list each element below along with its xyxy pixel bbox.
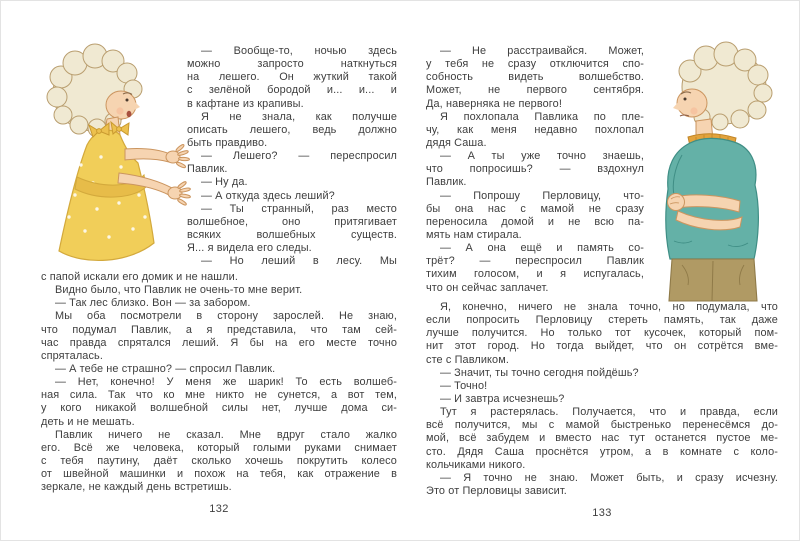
text-line: что подумал Павлик, а я представила, что там сей- bbox=[41, 323, 397, 336]
text-line: Павлик. bbox=[187, 163, 228, 176]
text-line: чу, как меня недавно похлопал bbox=[426, 123, 644, 136]
text-line: Павлик ничего не сказал. Мне вдруг стало жалко bbox=[55, 428, 397, 441]
text-line: что попросишь? — вздохнул bbox=[426, 163, 644, 176]
text-line: Видно было, что Павлик не очень-то мне верит. bbox=[55, 284, 303, 297]
text-line: — Ты странный, раз место bbox=[201, 202, 397, 215]
text-line: всё получится, мы с мамой быстренько перенесёмся до- bbox=[426, 419, 778, 432]
text-line: Я похлопала Павлика по пле- bbox=[440, 110, 644, 123]
text-line: Я... я видела его следы. bbox=[187, 242, 312, 255]
text-line: быть правдиво. bbox=[187, 136, 268, 149]
text-line: — Ну да. bbox=[201, 176, 248, 189]
right-top-section bbox=[426, 45, 778, 301]
page-number-right: 133 bbox=[592, 507, 612, 520]
text-line: сто. Дядя Саша проснётся утром, а в комнате с коло- bbox=[426, 445, 778, 458]
text-line: переносила домой и не всю па- bbox=[426, 215, 644, 228]
text-line: — Вообще-то, ночью здесь bbox=[201, 45, 397, 57]
text-line: мять нам стирала. bbox=[426, 228, 522, 241]
text-line: сте с Павликом. bbox=[426, 353, 509, 366]
girl-illustration-svg bbox=[41, 45, 187, 271]
text-line: тихим голосом, и я испугалась, bbox=[426, 268, 644, 281]
text-line: — Лешего? — переспросил bbox=[201, 150, 397, 163]
boy-illustration bbox=[644, 45, 778, 301]
text-line: — А ты уже точно знаешь, bbox=[440, 150, 644, 163]
text-line: зеркале, не каждый день встретишь. bbox=[41, 481, 232, 494]
page-right bbox=[426, 45, 778, 519]
text-line: всяких волшебных существ. bbox=[187, 228, 397, 241]
text-line: если попросить Перловицу стереть память, так даже bbox=[426, 314, 778, 327]
text-line: — А она ещё и память со- bbox=[440, 242, 644, 255]
text-line: Это от Перловицы зависит. bbox=[426, 484, 567, 497]
text-line: — А тебе не страшно? — спросил Павлик. bbox=[55, 362, 276, 375]
text-line: дядя Саша. bbox=[426, 136, 487, 149]
text-line: Может, не первого сентября. bbox=[426, 84, 644, 97]
text-line: трёт? — переспросил Павлик bbox=[426, 255, 644, 268]
left-narrow-text-column bbox=[187, 45, 397, 268]
text-line: деть и не мешать. bbox=[41, 415, 135, 428]
text-line: — Так лес близко. Вон — за забором. bbox=[55, 297, 251, 310]
text-line: — Точно! bbox=[440, 379, 488, 392]
text-line: — Попрошу Перловицу, что- bbox=[440, 189, 644, 202]
text-line: в кафтане из крапивы. bbox=[187, 97, 304, 110]
boy-illustration-svg bbox=[644, 45, 778, 301]
text-line: мой, всё забудем и вместо нас тут останется пустое ме- bbox=[426, 432, 778, 445]
text-line: — Но леший в лесу. Мы bbox=[201, 255, 397, 268]
left-top-section bbox=[41, 45, 397, 271]
text-line: — А откуда здесь леший? bbox=[201, 189, 335, 202]
text-line: — Значит, ты точно сегодня пойдёшь? bbox=[440, 366, 639, 379]
text-line: ная сила. Так что ко мне никто не сунется, а вот тем, bbox=[41, 389, 397, 402]
text-line: лучше получится. Но только тот кусочек, который пом- bbox=[426, 327, 778, 340]
right-wide-text-column bbox=[426, 301, 778, 498]
text-line: от швейной машинки и похож на тебя, как отражение в bbox=[41, 468, 397, 481]
text-line: спряталась. bbox=[41, 349, 103, 362]
text-line: — Нет, конечно! У меня же шарик! То есть волшеб- bbox=[55, 376, 397, 389]
text-line: — И завтра исчезнешь? bbox=[440, 392, 565, 405]
left-wide-text-column bbox=[41, 271, 397, 494]
text-line: на лешего. Он жуткий такой bbox=[187, 71, 397, 84]
text-line: час правда спрятался леший. Я бы на его месте точно bbox=[41, 336, 397, 349]
text-line: Да, наверняка не первого! bbox=[426, 97, 562, 110]
text-line: с папой искали его домик и не нашли. bbox=[41, 271, 238, 283]
girl-illustration bbox=[41, 45, 187, 271]
text-line: Мы оба посмотрели в сторону зарослей. Не знаю, bbox=[55, 310, 397, 323]
text-line: бы она нас с мамой не сразу bbox=[426, 202, 644, 215]
text-line: — Я точно не знаю. Может быть, и сразу исчезну. bbox=[440, 471, 778, 484]
text-line: можно запросто наткнуться bbox=[187, 58, 397, 71]
text-line: волшебное, оно притягивает bbox=[187, 215, 397, 228]
right-narrow-text-column bbox=[426, 45, 644, 295]
text-line: с зелёной бородой и... и... и bbox=[187, 84, 397, 97]
text-line: кольчиками никого. bbox=[426, 458, 526, 471]
text-line: Я не знала, как получше bbox=[201, 110, 397, 123]
text-line: что он сейчас заплачет. bbox=[426, 281, 549, 294]
text-line: у тебя не сразу отключится спо- bbox=[426, 58, 644, 71]
text-line: у кого никакой волшебной силы нет, лучше дома си- bbox=[41, 402, 397, 415]
text-line: его. Всё же человека, который голыми руками снимает bbox=[41, 441, 397, 454]
text-line: Тут я растерялась. Получается, что и правда, если bbox=[440, 406, 778, 419]
page-left bbox=[41, 45, 397, 515]
text-line: нит этот город. Но тогда выйдет, что он сотрётся вме- bbox=[426, 340, 778, 353]
text-line: с тебя паутину, даёт сколько хочешь покрутить колесо bbox=[41, 454, 397, 467]
text-line: Павлик. bbox=[426, 176, 467, 189]
text-line: описать лешего, ведь должно bbox=[187, 123, 397, 136]
text-line: собность видеть волшебство. bbox=[426, 71, 644, 84]
text-line: Я, конечно, ничего не знала точно, но подумала, что bbox=[440, 301, 778, 313]
page-number-left: 132 bbox=[209, 503, 229, 516]
text-line: — Не расстраивайся. Может, bbox=[440, 45, 644, 57]
